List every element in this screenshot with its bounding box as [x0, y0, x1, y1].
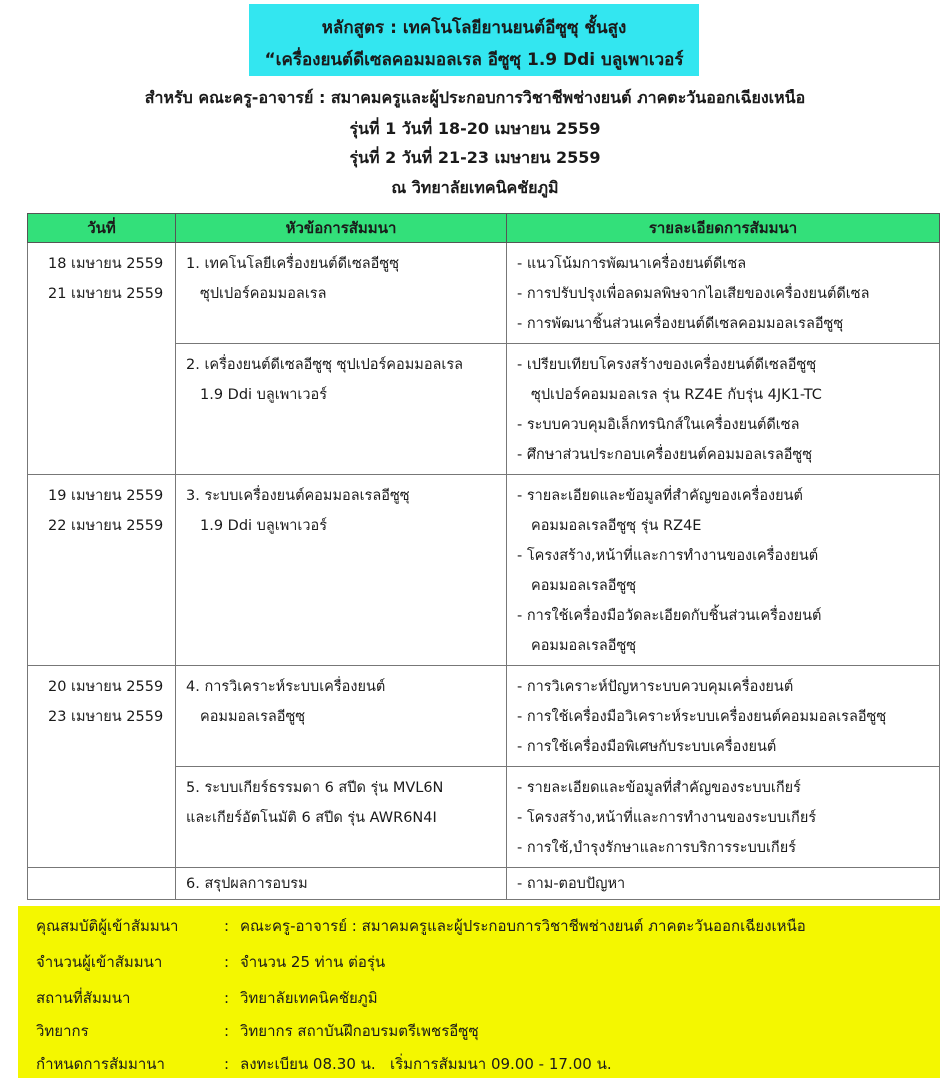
topic-cell	[176, 666, 507, 767]
table-row	[28, 475, 940, 666]
info-row	[36, 1052, 612, 1076]
detail-text: - โครงสร้าง,หน้าที่และการทำงานของระบบเกียร์	[517, 810, 817, 826]
details-cell	[507, 243, 940, 344]
info-sep: :	[224, 989, 230, 1007]
table-row	[28, 243, 940, 344]
topic-text: 1. เทคโนโลยีเครื่องยนต์ดีเซลอีซูซุ	[186, 256, 400, 272]
topic-text: 6. สรุปผลการอบรม	[186, 876, 308, 892]
info-row	[36, 914, 806, 938]
topic-text: และเกียร์อัตโนมัติ 6 สปีด รุ่น AWR6N4I	[186, 810, 437, 826]
venue-line: ณ วิทยาลัยเทคนิคชัยภูมิ	[391, 178, 559, 197]
course-subtitle: “เครื่องยนต์ดีเซลคอมมอลเรล อีซูซุ 1.9 Ddi บลูเพาเวอร์	[264, 50, 684, 70]
info-row	[36, 950, 385, 974]
info-sep: :	[224, 917, 230, 935]
topic-text: 3. ระบบเครื่องยนต์คอมมอลเรลอีซูซุ	[186, 488, 410, 504]
topic-text: 1.9 Ddi บลูเพาเวอร์	[200, 518, 328, 534]
detail-text: - การพัฒนาชิ้นส่วนเครื่องยนต์ดีเซลคอมมอลเรลอีซูซุ	[517, 316, 844, 332]
course-title-box	[249, 4, 699, 76]
detail-text: - การใช้เครื่องมือวิเคราะห์ระบบเครื่องยนต์คอมมอลเรลอีซูซุ	[517, 709, 887, 725]
date-text: 19 เมษายน 2559	[48, 488, 164, 504]
date-text: 21 เมษายน 2559	[48, 286, 164, 302]
table-row	[28, 868, 940, 900]
info-sep: :	[224, 1055, 230, 1073]
header-details: รายละเอียดการสัมมนา	[507, 214, 940, 243]
detail-text: - ถาม-ตอบปัญหา	[517, 876, 626, 892]
info-label: กำหนดการสัมมานา	[36, 1055, 165, 1073]
details-cell	[507, 868, 940, 900]
info-sep: :	[224, 953, 230, 971]
topic-text: 4. การวิเคราะห์ระบบเครื่องยนต์	[186, 679, 386, 695]
date-cell	[28, 666, 176, 868]
details-cell	[507, 344, 940, 475]
audience-line: สำหรับ คณะครู-อาจารย์ : สมาคมครูและผู้ประกอบการวิชาชีพช่างยนต์ ภาคตะวันออกเฉียงเหนือ	[144, 88, 806, 107]
info-value: จำนวน 25 ท่าน ต่อรุ่น	[240, 953, 386, 971]
table-row	[28, 666, 940, 767]
topic-text: ซุปเปอร์คอมมอลเรล	[200, 286, 327, 302]
batch2-line: รุ่นที่ 2 วันที่ 21-23 เมษายน 2559	[349, 148, 601, 167]
detail-text: คอมมอลเรลอีซูซุ รุ่น RZ4E	[531, 518, 702, 534]
date-text: 23 เมษายน 2559	[48, 709, 164, 725]
detail-text: - การปรับปรุงเพื่อลดมลพิษจากไอเสียของเครื่องยนต์ดีเซล	[517, 286, 870, 302]
topic-cell	[176, 243, 507, 344]
topic-cell	[176, 767, 507, 868]
info-label: คุณสมบัติผู้เข้าสัมมนา	[36, 917, 179, 935]
detail-text: - ศึกษาส่วนประกอบเครื่องยนต์คอมมอลเรลอีซูซุ	[517, 447, 813, 463]
date-text: 20 เมษายน 2559	[48, 679, 164, 695]
info-label: จำนวนผู้เข้าสัมมนา	[36, 953, 163, 971]
date-text: 22 เมษายน 2559	[48, 518, 164, 534]
table-header-row	[28, 214, 940, 243]
info-row	[36, 1019, 479, 1043]
details-cell	[507, 767, 940, 868]
date-cell	[28, 475, 176, 666]
detail-text: ซุปเปอร์คอมมอลเรล รุ่น RZ4E กับรุ่น 4JK1-TC	[531, 387, 822, 403]
course-title: หลักสูตร : เทคโนโลยียานยนต์อีซูซุ ชั้นสูง	[321, 18, 627, 38]
info-value: ลงทะเบียน 08.30 น. เริ่มการสัมมนา 09.00 - 17.00 น.	[240, 1055, 612, 1073]
date-cell	[28, 868, 176, 900]
detail-text: - การใช้,บำรุงรักษาและการบริการระบบเกียร์	[517, 840, 796, 856]
detail-text: - แนวโน้มการพัฒนาเครื่องยนต์ดีเซล	[517, 256, 747, 272]
detail-text: คอมมอลเรลอีซูซุ	[531, 578, 637, 594]
details-cell	[507, 475, 940, 666]
seminar-info-box	[18, 906, 940, 1078]
topic-text: 5. ระบบเกียร์ธรรมดา 6 สปีด รุ่น MVL6N	[186, 780, 444, 796]
info-value: วิทยากร สถาบันฝึกอบรมตรีเพชรอีซูซุ	[240, 1022, 479, 1040]
detail-text: - การใช้เครื่องมือพิเศษกับระบบเครื่องยนต์	[517, 739, 777, 755]
detail-text: - เปรียบเทียบโครงสร้างของเครื่องยนต์ดีเซลอีซูซุ	[517, 357, 817, 373]
topic-text: 1.9 Ddi บลูเพาเวอร์	[200, 387, 328, 403]
schedule-table	[27, 213, 940, 900]
header-topic: หัวข้อการสัมมนา	[176, 214, 507, 243]
detail-text: - การวิเคราะห์ปัญหาระบบควบคุมเครื่องยนต์	[517, 679, 794, 695]
header-date: วันที่	[28, 214, 176, 243]
details-cell	[507, 666, 940, 767]
info-sep: :	[224, 1022, 230, 1040]
topic-cell	[176, 475, 507, 666]
info-value: วิทยาลัยเทคนิคชัยภูมิ	[240, 989, 378, 1007]
detail-text: - ระบบควบคุมอิเล็กทรนิกส์ในเครื่องยนต์ดีเซล	[517, 417, 800, 433]
date-text: 18 เมษายน 2559	[48, 256, 164, 272]
info-value: คณะครู-อาจารย์ : สมาคมครูและผู้ประกอบการวิชาชีพช่างยนต์ ภาคตะวันออกเฉียงเหนือ	[240, 917, 806, 935]
topic-cell	[176, 868, 507, 900]
info-label: วิทยากร	[36, 1022, 89, 1040]
detail-text: - โครงสร้าง,หน้าที่และการทำงานของเครื่องยนต์	[517, 548, 819, 564]
date-cell	[28, 243, 176, 475]
info-label: สถานที่สัมมนา	[36, 989, 131, 1007]
batch1-line: รุ่นที่ 1 วันที่ 18-20 เมษายน 2559	[349, 119, 601, 138]
detail-text: - รายละเอียดและข้อมูลที่สำคัญของระบบเกียร์	[517, 780, 801, 796]
topic-text: คอมมอลเรลอีซูซุ	[200, 709, 306, 725]
topic-cell	[176, 344, 507, 475]
info-row	[36, 986, 378, 1010]
detail-text: - การใช้เครื่องมือวัดละเอียดกับชิ้นส่วนเครื่องยนต์	[517, 608, 822, 624]
detail-text: คอมมอลเรลอีซูซุ	[531, 638, 637, 654]
detail-text: - รายละเอียดและข้อมูลที่สำคัญของเครื่องยนต์	[517, 488, 803, 504]
topic-text: 2. เครื่องยนต์ดีเซลอีซูซุ ซุปเปอร์คอมมอลเรล	[186, 357, 464, 373]
